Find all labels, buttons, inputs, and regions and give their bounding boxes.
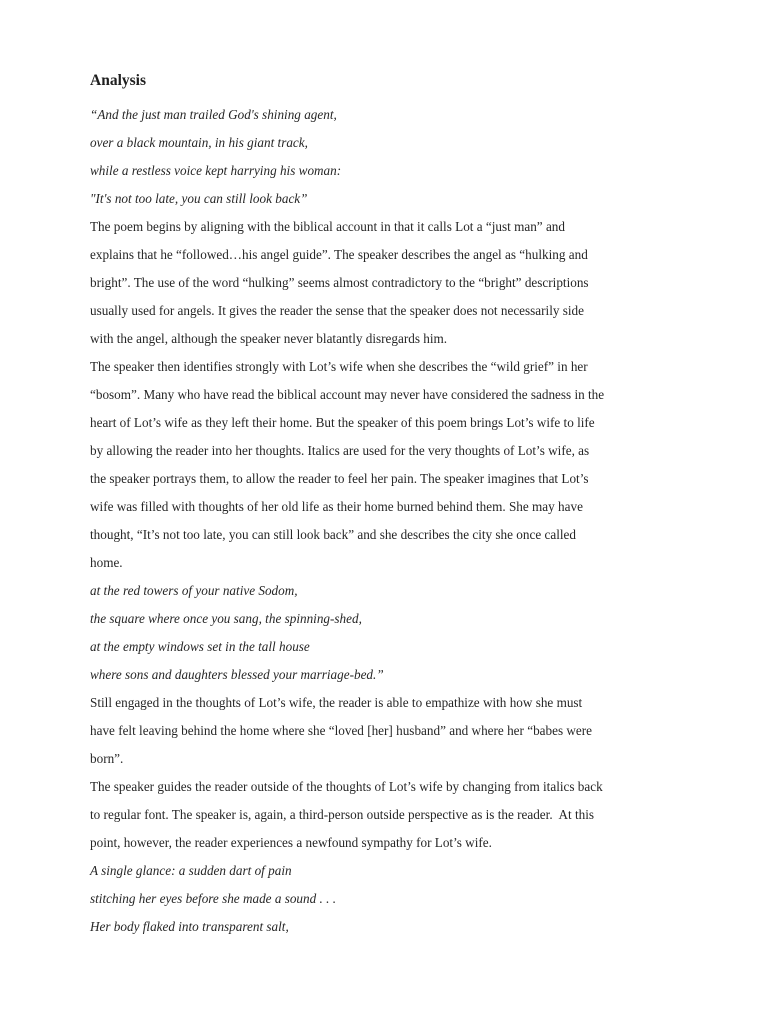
poem-quote-line: “And the just man trailed God's shining agent, xyxy=(90,107,337,122)
body-text-line: The speaker then identifies strongly with Lot’s wife when she describes the “wild grief” in her xyxy=(90,359,588,374)
body-text-line: “bosom”. Many who have read the biblical account may never have considered the sadness in the xyxy=(90,387,605,402)
section-heading: Analysis xyxy=(90,72,146,89)
body-text-line: bright”. The use of the word “hulking” seems almost contradictory to the “bright” descriptions xyxy=(90,275,589,290)
body-text-line: the speaker portrays them, to allow the reader to feel her pain. The speaker imagines that Lot’s xyxy=(90,471,589,486)
body-text-line: usually used for angels. It gives the reader the sense that the speaker does not necessarily side xyxy=(90,303,585,318)
body-text-line: thought, “It’s not too late, you can still look back” and she describes the city she once called xyxy=(90,527,576,542)
poem-quote-line: stitching her eyes before she made a sound . . . xyxy=(90,891,336,906)
body-text-line: with the angel, although the speaker never blatantly disregards him. xyxy=(90,331,448,346)
body-text-line: home. xyxy=(90,555,123,570)
poem-quote-line: where sons and daughters blessed your marriage-bed.” xyxy=(90,667,384,682)
body-text-line: The speaker guides the reader outside of the thoughts of Lot’s wife by changing from italics back xyxy=(90,779,603,794)
body-text-line: by allowing the reader into her thoughts. Italics are used for the very thoughts of Lot’s wife, as xyxy=(90,443,590,458)
body-text-line: to regular font. The speaker is, again, a third-person outside perspective as is the reader. At this xyxy=(90,807,595,822)
poem-quote-line: at the red towers of your native Sodom, xyxy=(90,583,298,598)
poem-quote-line: at the empty windows set in the tall house xyxy=(90,639,310,654)
poem-quote-line: the square where once you sang, the spinning-shed, xyxy=(90,611,362,626)
body-text-line: The poem begins by aligning with the biblical account in that it calls Lot a “just man” and xyxy=(90,219,565,234)
body-text-line: Still engaged in the thoughts of Lot’s wife, the reader is able to empathize with how she must xyxy=(90,695,583,710)
body-text-line: born”. xyxy=(90,751,124,766)
body-text-line: wife was filled with thoughts of her old life as their home burned behind them. She may have xyxy=(90,499,583,514)
body-text-line: point, however, the reader experiences a newfound sympathy for Lot’s wife. xyxy=(90,835,492,850)
poem-quote-line: A single glance: a sudden dart of pain xyxy=(90,863,292,878)
document-body xyxy=(90,101,690,941)
poem-quote-line: over a black mountain, in his giant track, xyxy=(90,135,308,150)
body-text-line: heart of Lot’s wife as they left their home. But the speaker of this poem brings Lot’s wife to life xyxy=(90,415,595,430)
poem-quote-line: "It's not too late, you can still look back” xyxy=(90,191,308,206)
document-page xyxy=(90,71,690,941)
poem-quote-line: while a restless voice kept harrying his woman: xyxy=(90,163,342,178)
body-text-line: explains that he “followed…his angel guide”. The speaker describes the angel as “hulking and xyxy=(90,247,588,262)
body-text-line: have felt leaving behind the home where she “loved [her] husband” and where her “babes were xyxy=(90,723,593,738)
poem-quote-line: Her body flaked into transparent salt, xyxy=(90,919,289,934)
